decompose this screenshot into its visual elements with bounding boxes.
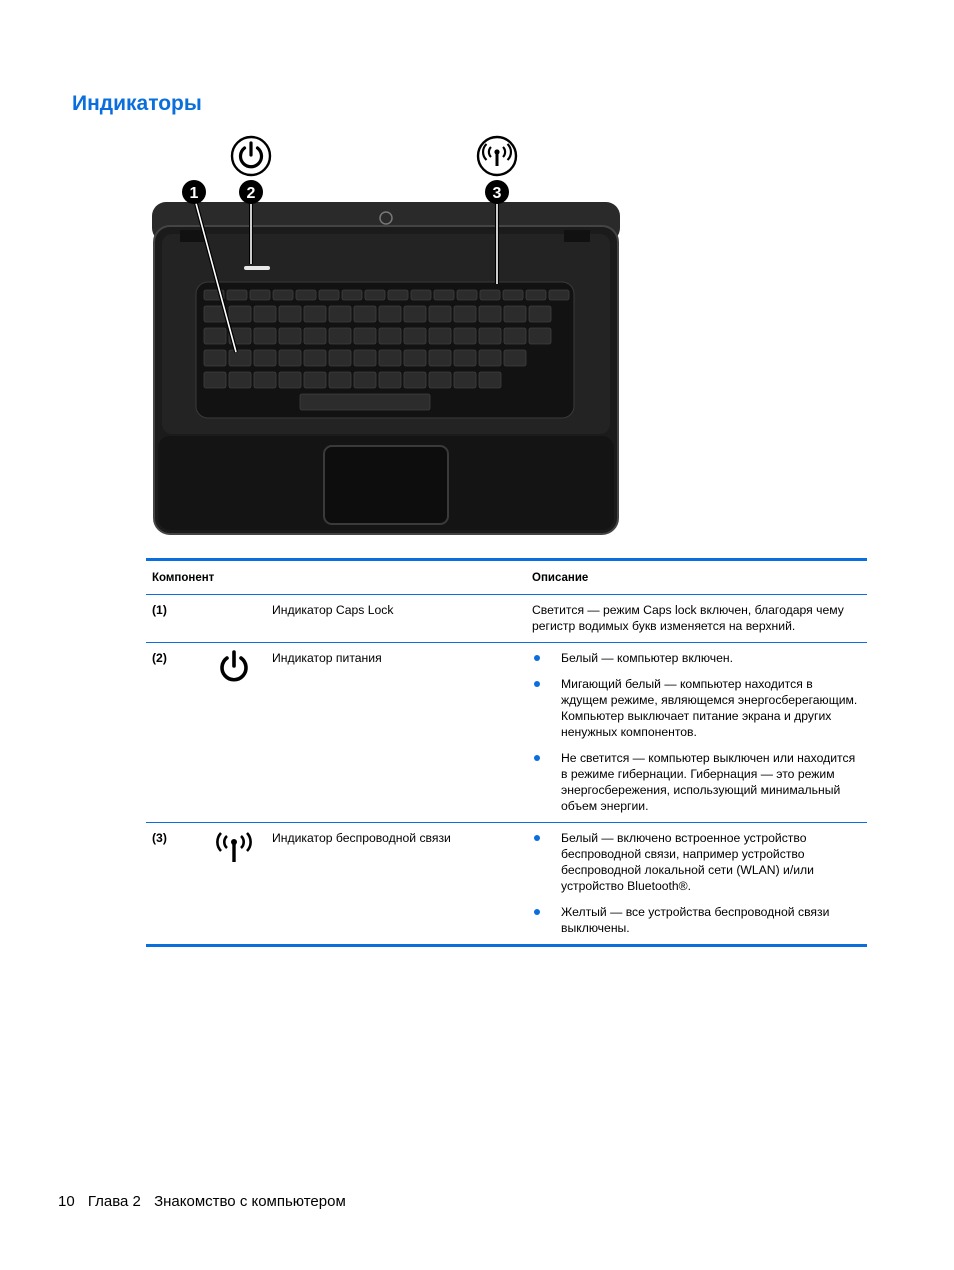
row-number: (1) <box>146 595 202 643</box>
keyboard-key <box>504 350 526 366</box>
keyboard-key <box>250 290 270 300</box>
keyboard-key <box>254 350 276 366</box>
keyboard-key <box>429 350 451 366</box>
keyboard-key <box>329 306 351 322</box>
power-icon <box>217 650 251 684</box>
keyboard-key <box>529 328 551 344</box>
keyboard-key <box>479 328 501 344</box>
keyboard-key <box>479 350 501 366</box>
keyboard-key <box>204 350 226 366</box>
keyboard-key <box>354 350 376 366</box>
page-footer <box>58 1193 355 1210</box>
list-item-text: Мигающий белый — компьютер находится в ждущем режиме, являющемся энергосберегающим. Компьютер выключает питание экрана и других ненужных компонентов. <box>561 677 858 739</box>
table-row <box>146 823 867 946</box>
keyboard-key <box>279 328 301 344</box>
spacebar-key <box>300 394 430 410</box>
keyboard-key <box>273 290 293 300</box>
keyboard-key <box>229 350 251 366</box>
keyboard-key <box>204 372 226 388</box>
row-description <box>526 643 867 823</box>
keyboard-key <box>457 290 477 300</box>
list-item-text: Белый — компьютер включен. <box>561 651 734 665</box>
keyboard-key <box>329 328 351 344</box>
page-number: 10 <box>58 1193 75 1210</box>
keyboard-key <box>329 350 351 366</box>
bullet-icon <box>534 655 540 661</box>
bullet-icon <box>534 681 540 687</box>
keyboard-key <box>365 290 385 300</box>
keyboard-key <box>549 290 569 300</box>
keyboard-key <box>434 290 454 300</box>
callout-number-2: 2 <box>246 185 256 202</box>
keyboard-key <box>379 328 401 344</box>
laptop-illustration <box>140 130 640 540</box>
keyboard-key <box>329 372 351 388</box>
description-list <box>532 650 861 814</box>
keyboard-key <box>354 328 376 344</box>
table-row <box>146 643 867 823</box>
list-item <box>532 904 861 936</box>
row-icon-cell <box>202 643 266 823</box>
components-table <box>146 558 867 947</box>
keyboard-key <box>454 328 476 344</box>
keyboard-key <box>227 290 247 300</box>
keyboard-key <box>204 328 226 344</box>
keyboard-key <box>342 290 362 300</box>
keyboard-key <box>503 290 523 300</box>
bullet-icon <box>534 835 540 841</box>
row-icon-cell <box>202 595 266 643</box>
bullet-icon <box>534 755 540 761</box>
keyboard-key <box>429 306 451 322</box>
keyboard-key <box>379 306 401 322</box>
keyboard-key <box>254 328 276 344</box>
power-light <box>244 266 270 270</box>
keyboard-key <box>304 372 326 388</box>
description-list <box>532 830 861 936</box>
keyboard-key <box>404 372 426 388</box>
keyboard-key <box>279 350 301 366</box>
keyboard-key <box>504 306 526 322</box>
keyboard-key <box>526 290 546 300</box>
keyboard-key <box>304 350 326 366</box>
hinge-right <box>564 230 590 242</box>
callout-badge-1 <box>182 180 206 204</box>
page-title: Индикаторы <box>72 92 202 115</box>
keyboard-key <box>404 328 426 344</box>
list-item <box>532 676 861 740</box>
list-item <box>532 750 861 814</box>
header-description: Описание <box>526 560 867 595</box>
list-item <box>532 830 861 894</box>
keyboard-key <box>454 350 476 366</box>
wireless-icon <box>214 830 254 866</box>
keyboard-key <box>354 306 376 322</box>
row-component-name: Индикатор питания <box>266 643 526 823</box>
keyboard-key <box>529 306 551 322</box>
keyboard-key <box>454 306 476 322</box>
row-number: (3) <box>152 831 167 845</box>
keyboard-key <box>429 328 451 344</box>
keyboard-key <box>480 290 500 300</box>
wireless-icon <box>478 137 516 175</box>
list-item-text: Не светится — компьютер выключен или находится в режиме гибернации. Гибернация — это режим энергосбережения, использующий минимальный объем энергии. <box>561 751 856 813</box>
keyboard-key <box>279 372 301 388</box>
keyboard-key <box>319 290 339 300</box>
list-item-text: Белый — включено встроенное устройство беспроводной связи, например устройство беспроводной локальной сети (WLAN) и/или устройство Bluetooth®. <box>561 831 814 893</box>
callout-number-1: 1 <box>189 185 199 202</box>
table-row <box>146 595 867 643</box>
laptop-figure <box>140 130 640 540</box>
row-description <box>526 823 867 946</box>
header-component: Компонент <box>146 560 526 595</box>
chapter-title: Знакомство с компьютером <box>154 1193 346 1210</box>
row-component-name: Индикатор Caps Lock <box>266 595 526 643</box>
keyboard-key <box>411 290 431 300</box>
keyboard-key <box>379 350 401 366</box>
row-number: (2) <box>146 643 202 823</box>
list-item-text: Желтый — все устройства беспроводной связи выключены. <box>561 905 830 935</box>
keyboard-key <box>354 372 376 388</box>
keyboard-key <box>304 328 326 344</box>
keyboard-key <box>229 306 251 322</box>
keyboard-key <box>254 372 276 388</box>
keyboard-key <box>479 372 501 388</box>
keyboard-key <box>279 306 301 322</box>
keyboard-key <box>296 290 316 300</box>
keyboard-key <box>254 306 276 322</box>
keyboard-key <box>379 372 401 388</box>
callout-badge-2 <box>239 180 263 204</box>
keyboard-key <box>229 372 251 388</box>
bullet-icon <box>534 909 540 915</box>
table-header-row <box>146 560 867 595</box>
callout-badge-3 <box>485 180 509 204</box>
keyboard-key <box>404 306 426 322</box>
keyboard-key <box>504 328 526 344</box>
row-component-name: Индикатор беспроводной связи <box>272 831 451 845</box>
chapter-label: Глава 2 <box>87 1193 141 1210</box>
keyboard-key <box>404 350 426 366</box>
power-icon <box>232 137 270 175</box>
row-description: Светится — режим Caps lock включен, благодаря чему регистр водимых букв изменяется на верхний. <box>526 595 867 643</box>
row-icon-cell <box>202 823 266 946</box>
keyboard-key <box>479 306 501 322</box>
touchpad <box>324 446 448 524</box>
keyboard-key <box>388 290 408 300</box>
callout-number-3: 3 <box>492 185 502 202</box>
keyboard-key <box>454 372 476 388</box>
keyboard-key <box>429 372 451 388</box>
keyboard-key <box>304 306 326 322</box>
list-item <box>532 650 861 666</box>
